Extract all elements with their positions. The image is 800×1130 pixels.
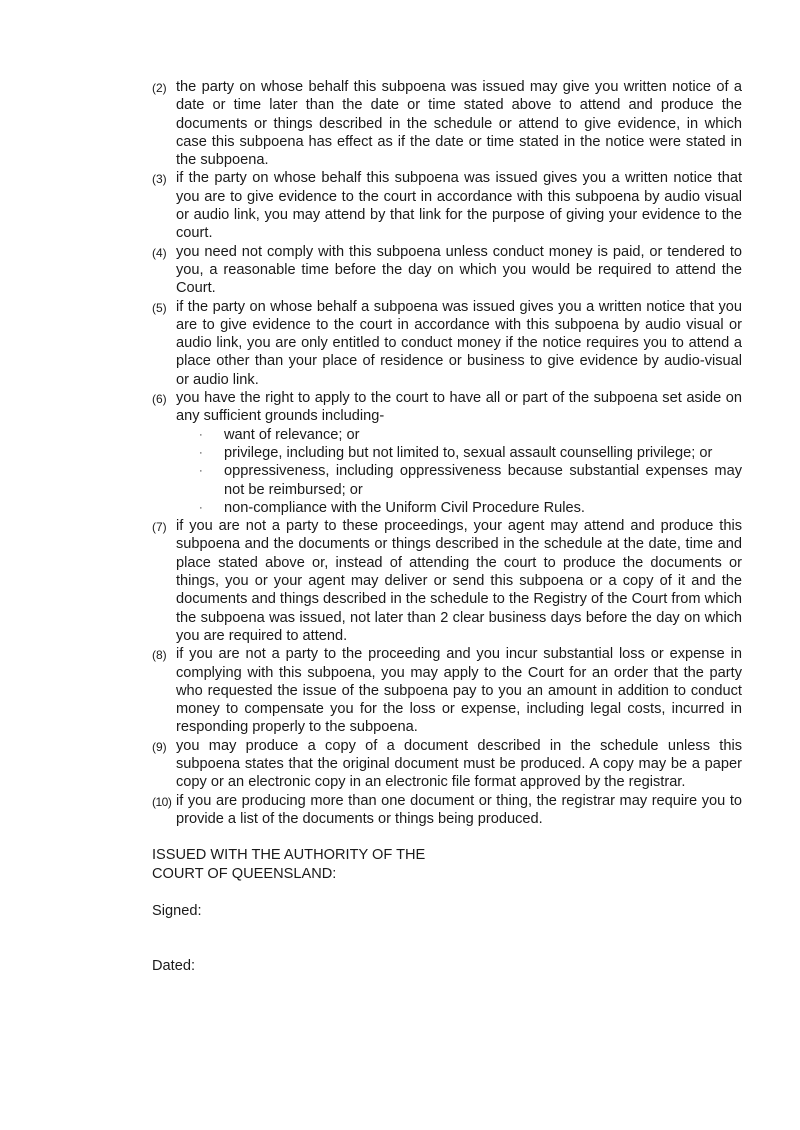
clause-text: if you are not a party to the proceeding and you incur substantial loss or expense in complying with this subpoena, you may apply to the Court for an order that the party who requested the issue of the subpoena pay to you an amount in addition to conduct money to compensate you for the loss or expense, including legal costs, incurred in responding properly to the subpoena. [176,646,742,736]
grounds-item-text: want of relevance; or [224,426,360,443]
grounds-item [176,499,742,517]
authority-line: COURT OF QUEENSLAND: [152,866,337,883]
subpoena-page [152,78,742,976]
grounds-item-text: oppressiveness, including oppressiveness because substantial expenses may not be reimbursed; or [224,463,742,498]
dated-label: Dated: [152,958,195,975]
clause-text: you may produce a copy of a document described in the schedule unless this subpoena states that the original document must be produced. A copy may be a paper copy or an electronic copy in an electronic file format approved by the registrar. [176,737,742,791]
clause-number: (8) [152,648,167,663]
clause-5 [152,298,742,389]
clause-number: (9) [152,739,167,754]
clause-text: if you are producing more than one document or thing, the registrar may require you to provide a list of the documents or things being produced. [176,792,742,827]
clause-text: you have the right to apply to the court to have all or part of the subpoena set aside on any sufficient grounds including- [176,390,742,425]
clause-number: (5) [152,300,167,315]
grounds-list [176,426,742,517]
grounds-item [176,426,742,444]
grounds-item-text: privilege, including but not limited to, sexual assault counselling privilege; or [224,444,713,461]
clause-text: the party on whose behalf this subpoena was issued may give you written notice of a date or time later than the date or time stated above to attend and produce the documents or things described in the schedule or attend to give evidence, in which case this subpoena has effect as if the date or time stated in the notice were stated in the subpoena. [176,79,742,169]
clause-4 [152,243,742,298]
signed-label: Signed: [152,903,202,920]
clause-3 [152,169,742,242]
grounds-item [176,462,742,499]
clause-9 [152,737,742,792]
clause-text: if the party on whose behalf this subpoena was issued gives you a written notice that you are to give evidence to the court in accordance with this subpoena by audio visual or audio link, you may attend by that link for the purpose of giving your evidence to the court. [176,170,742,242]
clause-10 [152,792,742,829]
clause-text: if you are not a party to these proceedings, your agent may attend and produce this subpoena and the documents or things described in the schedule at the date, time and place stated above or, instead of attending the court to produce the documents or things, you or your agent may deliver or send this subpoena or a copy of it and the documents and things described in the schedule to the Registry of the Court from which the subpoena was issued, not later than 2 clear business days before the day on which you are required to attend. [176,518,742,644]
clause-text: if the party on whose behalf a subpoena was issued gives you a written notice that you are to give evidence to the court in accordance with this subpoena by audio visual or audio link, you are only entitled to conduct money if the notice requires you to attend a place other than your place of residence or business to give evidence by audio-visual or audio link. [176,298,742,388]
authority-statement [152,846,742,884]
clause-text: you need not comply with this subpoena unless conduct money is paid, or tendered to you, a reasonable time before the day on which you would be required to attend the Court. [176,243,742,297]
authority-line: ISSUED WITH THE AUTHORITY OF THE [152,847,426,864]
clause-number: (7) [152,520,167,535]
clause-7 [152,517,742,645]
clause-6 [152,389,742,517]
clause-8 [152,645,742,736]
bullet-icon: · [199,465,203,478]
clause-number: (10) [152,794,172,809]
bullet-icon: · [199,446,203,459]
grounds-item [176,444,742,462]
bullet-icon: · [199,501,203,514]
clause-number: (4) [152,245,167,260]
clause-list [152,78,742,828]
grounds-item-text: non-compliance with the Uniform Civil Procedure Rules. [224,499,585,516]
clause-number: (2) [152,81,167,95]
clause-number: (3) [152,172,167,187]
clause-number: (6) [152,392,167,407]
bullet-icon: · [199,428,203,441]
clause-2 [152,78,742,169]
